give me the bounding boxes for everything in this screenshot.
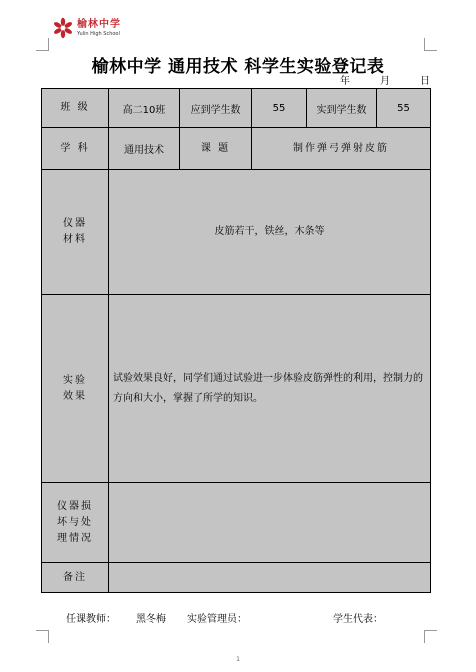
- row-remarks: [42, 563, 431, 593]
- date-year: 年: [340, 76, 350, 87]
- school-emblem-icon: [52, 17, 74, 39]
- teacher-label: 任课教师：: [66, 614, 116, 625]
- damage-label-line-3: 理情况: [57, 532, 93, 544]
- subject-value: 通用技术: [109, 128, 180, 170]
- subject-label: 学 科: [42, 128, 109, 170]
- page-number: 1: [236, 656, 240, 663]
- lab-record-form: [41, 88, 431, 593]
- date-month: 月: [380, 76, 390, 87]
- class-value: 高二10班: [109, 89, 180, 128]
- materials-value: 皮筋若干，铁丝，木条等: [109, 170, 431, 295]
- student-rep-label: 学生代表：: [333, 614, 383, 625]
- actual-students-label: 实到学生数: [307, 89, 377, 128]
- class-label: 班 级: [42, 89, 109, 128]
- crop-mark-bottom-left: [36, 630, 49, 643]
- date-line: [340, 72, 430, 87]
- logo-name-cn: 榆林中学: [77, 18, 121, 30]
- materials-label: [42, 170, 109, 295]
- materials-label-line-1: 仪器: [63, 218, 87, 229]
- row-damage: [42, 483, 431, 563]
- date-day: 日: [420, 76, 430, 87]
- crop-mark-top-left: [36, 38, 49, 51]
- teacher-name: 黑冬梅: [136, 614, 166, 625]
- damage-label-line-1: 仪器损: [57, 500, 93, 512]
- topic-value: 制作弹弓弹射皮筋: [252, 128, 431, 170]
- damage-value: [109, 483, 431, 563]
- row-subject: [42, 128, 431, 170]
- row-class: [42, 89, 431, 128]
- damage-label-line-2: 坏与处: [57, 516, 93, 528]
- results-value: 试验效果良好，同学们通过试验进一步体验皮筋弹性的利用，控制力的方向和大小，掌握了所学的知识。: [109, 295, 431, 483]
- document-title: 榆林中学 通用技术 科学生实验登记表: [91, 57, 385, 77]
- logo-name-en: Yulin High School: [77, 30, 120, 37]
- damage-label: [42, 483, 109, 563]
- crop-mark-bottom-right: [424, 630, 437, 643]
- results-label: [42, 295, 109, 483]
- expected-students-value: 55: [252, 89, 307, 128]
- row-results: [42, 295, 431, 483]
- remarks-label: 备注: [42, 563, 109, 593]
- topic-label: 课 题: [180, 128, 252, 170]
- expected-students-label: 应到学生数: [180, 89, 252, 128]
- remarks-value: [109, 563, 431, 593]
- actual-students-value: 55: [377, 89, 431, 128]
- crop-mark-top-right: [424, 38, 437, 51]
- results-label-line-1: 实验: [63, 374, 87, 386]
- results-label-line-2: 效果: [63, 390, 87, 402]
- school-logo: [52, 17, 121, 39]
- materials-label-line-2: 材料: [63, 234, 87, 245]
- lab-admin-label: 实验管理员：: [187, 614, 247, 625]
- row-materials: [42, 170, 431, 295]
